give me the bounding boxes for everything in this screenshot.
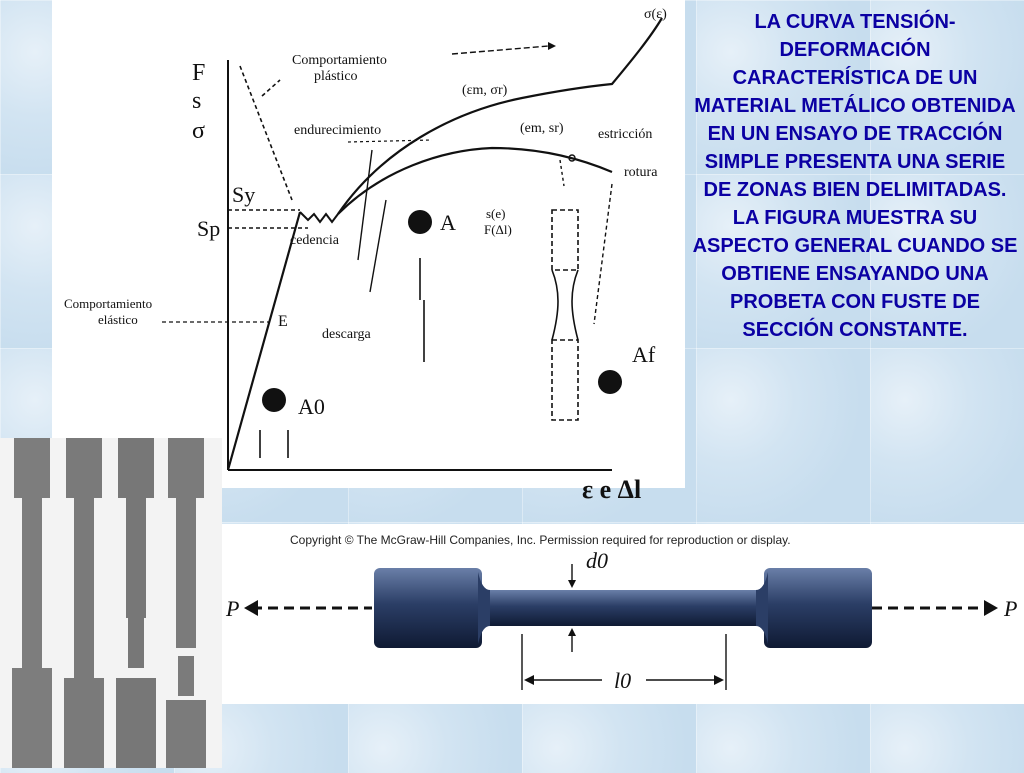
hardening-dash bbox=[348, 140, 432, 142]
description-text: LA CURVA TENSIÓN-DEFORMACIÓN CARACTERÍSTICA DE UN MATERIAL METÁLICO OBTENIDA EN UN ENSAYO DE TRACCIÓN SIMPLE PRESENTA UNA SERIE DE ZONAS BIEN DELIMITADAS. LA FIGURA MUESTRA SU ASPECTO GENERAL CUANDO SE OBTIENE ENSAYANDO UNA PROBETA CON FUSTE DE SECCIÓN CONSTANTE. bbox=[692, 11, 1018, 341]
plastic-label-2: plástico bbox=[314, 69, 358, 84]
necked-specimen-neck bbox=[552, 270, 578, 340]
areaf-marker bbox=[598, 370, 622, 394]
eng-curve-label-2: F(Δl) bbox=[484, 222, 512, 237]
plastic-label-1: Comportamiento bbox=[292, 53, 387, 68]
copyright-text: Copyright © The McGraw-Hill Companies, Inc. Permission required for reproduction or display. bbox=[290, 533, 791, 547]
d0-label: d0 bbox=[586, 548, 608, 573]
force-arrowhead-right bbox=[984, 600, 998, 616]
force-label-left: P bbox=[226, 596, 240, 621]
specimens-photo-svg bbox=[0, 438, 222, 768]
necked-specimen-bottom bbox=[552, 340, 578, 420]
y-axis-label-s: s bbox=[192, 88, 202, 114]
specimen-grip-left bbox=[374, 568, 482, 648]
specimen-diagram bbox=[222, 524, 1024, 704]
area-label: A bbox=[440, 210, 456, 235]
plastic-arrowhead bbox=[548, 42, 556, 50]
stress-strain-diagram bbox=[52, 0, 685, 504]
hardening-label: endurecimiento bbox=[294, 123, 382, 138]
sy-label: Sy bbox=[232, 182, 256, 207]
sigma-eps-label: σ(ε) bbox=[644, 7, 667, 22]
eng-curve-label-1: s(e) bbox=[486, 206, 506, 221]
necked-specimen-top bbox=[552, 210, 578, 270]
l0-arrowhead-left bbox=[524, 675, 534, 685]
area0-marker bbox=[262, 388, 286, 412]
area0-label: A0 bbox=[298, 394, 325, 419]
d0-arrowhead-top bbox=[568, 580, 576, 588]
necking-label: estricción bbox=[598, 127, 653, 142]
stress-strain-svg bbox=[52, 0, 685, 504]
d0-arrowhead-bottom bbox=[568, 628, 576, 636]
eng-point-label: (em, sr) bbox=[520, 121, 564, 136]
specimen-fillet-right bbox=[756, 572, 768, 644]
area-marker bbox=[408, 210, 432, 234]
elastic-label-1: Comportamiento bbox=[64, 296, 153, 311]
sp-label: Sp bbox=[197, 216, 221, 241]
plastic-tick bbox=[262, 80, 280, 96]
force-arrowhead-left bbox=[244, 600, 258, 616]
elastic-line bbox=[228, 212, 300, 470]
specimen-fillet-left bbox=[478, 572, 490, 644]
engineering-curve bbox=[338, 148, 612, 214]
unload-line-1 bbox=[358, 150, 372, 260]
true-point-label: (εm, σr) bbox=[462, 83, 508, 98]
specimen-grip-right bbox=[764, 568, 872, 648]
plastic-pointer bbox=[240, 66, 292, 200]
unload-label: descarga bbox=[322, 327, 371, 342]
x-axis-label: ε e Δl bbox=[582, 475, 642, 504]
specimen-gauge-section bbox=[478, 590, 768, 626]
yield-wiggle bbox=[300, 212, 338, 222]
l0-label: l0 bbox=[614, 668, 632, 693]
necking-pointer bbox=[560, 160, 564, 186]
specimen-diagram-svg bbox=[222, 524, 1024, 704]
rupture-pointer bbox=[594, 184, 612, 324]
specimens-photo bbox=[0, 438, 222, 768]
y-axis-label-f: F bbox=[192, 60, 206, 86]
rupture-label: rotura bbox=[624, 165, 658, 180]
unload-line-2 bbox=[370, 200, 386, 292]
force-label-right: P bbox=[1004, 596, 1018, 621]
areaf-label: Af bbox=[632, 342, 656, 367]
yield-label: cedencia bbox=[290, 233, 339, 248]
true-curve bbox=[338, 18, 662, 214]
y-axis-label-sigma: σ bbox=[192, 118, 205, 144]
modulus-label: E bbox=[278, 313, 288, 330]
l0-arrowhead-right bbox=[714, 675, 724, 685]
elastic-label-2: elástico bbox=[98, 312, 138, 327]
plastic-arrow-dash bbox=[452, 46, 548, 54]
